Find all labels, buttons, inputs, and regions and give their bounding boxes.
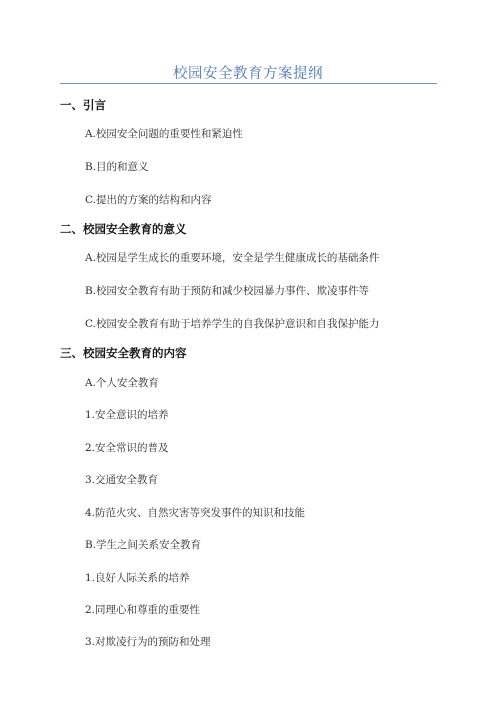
list-item: 1.安全意识的培养 <box>85 409 169 421</box>
section-heading-intro: 一、引言 <box>60 98 106 112</box>
title-underline <box>60 83 437 84</box>
list-item: B.目的和意义 <box>85 161 149 173</box>
list-item: 1.良好人际关系的培养 <box>85 572 190 584</box>
list-item: B.校园安全教育有助于预防和减少校园暴力事件、欺凌事件等 <box>85 285 370 297</box>
section-heading-significance: 二、校园安全教育的意义 <box>60 222 187 236</box>
section-heading-content: 三、校园安全教育的内容 <box>60 346 187 360</box>
list-item: C.提出的方案的结构和内容 <box>85 194 212 206</box>
document-title: 校园安全教育方案提纲 <box>173 66 323 82</box>
list-item: A.校园安全问题的重要性和紧迫性 <box>85 128 243 140</box>
list-item: B.学生之间关系安全教育 <box>85 539 202 551</box>
list-item: 2.同理心和尊重的重要性 <box>85 604 201 616</box>
list-item: C.校园安全教育有助于培养学生的自我保护意识和自我保护能力 <box>85 318 380 330</box>
list-item: 3.交通安全教育 <box>85 474 159 486</box>
list-item: 4.防范火灾、自然灾害等突发事件的知识和技能 <box>85 507 306 519</box>
list-item: 3.对欺凌行为的预防和处理 <box>85 636 211 648</box>
list-item: A.个人安全教育 <box>85 377 159 389</box>
list-item: 2.安全常识的普及 <box>85 442 169 454</box>
list-item: A.校园是学生成长的重要环境，安全是学生健康成长的基础条件 <box>85 252 380 264</box>
